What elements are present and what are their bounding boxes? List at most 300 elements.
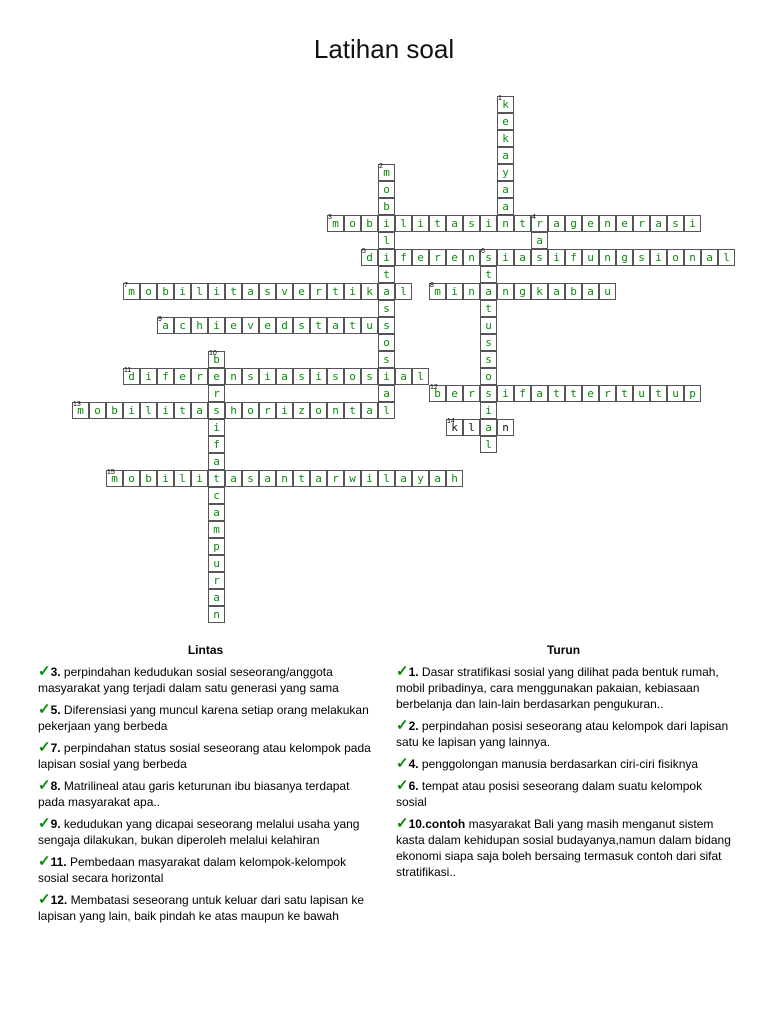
- cell-letter: u: [638, 387, 645, 400]
- grid-cell[interactable]: [599, 249, 616, 266]
- cell-letter: e: [230, 319, 237, 332]
- grid-cell[interactable]: [378, 181, 395, 198]
- grid-cell[interactable]: [225, 317, 242, 334]
- grid-cell[interactable]: [582, 385, 599, 402]
- grid-cell[interactable]: [531, 385, 548, 402]
- grid-cell[interactable]: [225, 470, 242, 487]
- cell-letter: i: [383, 251, 390, 264]
- grid-cell[interactable]: [548, 283, 565, 300]
- grid-cell[interactable]: [276, 283, 293, 300]
- grid-cell[interactable]: [701, 249, 718, 266]
- cell-letter: l: [468, 421, 475, 434]
- grid-cell[interactable]: [242, 317, 259, 334]
- clue-num: 11.: [50, 855, 67, 869]
- cell-letter: a: [247, 285, 254, 298]
- grid-cell[interactable]: [463, 283, 480, 300]
- cell-letter: o: [383, 336, 390, 349]
- grid-cell[interactable]: [293, 283, 310, 300]
- grid-cell[interactable]: [514, 283, 531, 300]
- grid-cell[interactable]: [718, 249, 735, 266]
- grid-cell[interactable]: [565, 249, 582, 266]
- cell-letter: g: [519, 285, 526, 298]
- cell-letter: e: [264, 319, 271, 332]
- clue-num: 4.: [408, 757, 419, 771]
- clue-number: 1: [498, 95, 502, 102]
- grid-cell[interactable]: [548, 249, 565, 266]
- grid-cell[interactable]: [395, 470, 412, 487]
- grid-cell[interactable]: [429, 385, 446, 402]
- grid-cell[interactable]: [208, 470, 225, 487]
- grid-cell[interactable]: [548, 215, 565, 232]
- grid-cell[interactable]: [225, 283, 242, 300]
- grid-cell[interactable]: [650, 385, 667, 402]
- cell-letter: a: [162, 319, 169, 332]
- grid-cell[interactable]: [480, 300, 497, 317]
- grid-cell[interactable]: [531, 232, 548, 249]
- grid-cell[interactable]: [395, 368, 412, 385]
- checkmark-icon: ✓: [38, 777, 51, 794]
- grid-cell[interactable]: [361, 470, 378, 487]
- grid-cell[interactable]: [208, 453, 225, 470]
- grid-cell[interactable]: [208, 317, 225, 334]
- grid-cell[interactable]: [582, 249, 599, 266]
- grid-cell[interactable]: [123, 283, 140, 300]
- grid-cell[interactable]: [123, 368, 140, 385]
- grid-cell[interactable]: [463, 249, 480, 266]
- grid-cell[interactable]: [497, 130, 514, 147]
- grid-cell[interactable]: [480, 249, 497, 266]
- grid-cell[interactable]: [684, 249, 701, 266]
- grid-cell[interactable]: [395, 283, 412, 300]
- grid-cell[interactable]: [361, 283, 378, 300]
- clue-text: Membatasi seseorang untuk keluar dari satu lapisan ke lapisan yang lain, baik pindah ke atas maupun ke bawah: [38, 893, 365, 923]
- grid-cell[interactable]: [276, 317, 293, 334]
- cell-letter: t: [298, 472, 305, 485]
- grid-cell[interactable]: [174, 402, 191, 419]
- grid-cell[interactable]: [684, 215, 701, 232]
- grid-cell[interactable]: [242, 402, 259, 419]
- cell-letter: o: [349, 370, 356, 383]
- grid-cell[interactable]: [293, 470, 310, 487]
- grid-cell[interactable]: [174, 317, 191, 334]
- grid-cell[interactable]: [429, 215, 446, 232]
- grid-cell[interactable]: [378, 300, 395, 317]
- grid-cell[interactable]: [208, 487, 225, 504]
- grid-cell[interactable]: [327, 470, 344, 487]
- grid-cell[interactable]: [208, 385, 225, 402]
- cell-letter: l: [179, 472, 186, 485]
- grid-cell[interactable]: [497, 249, 514, 266]
- grid-cell[interactable]: [242, 470, 259, 487]
- clue-number: 2: [379, 163, 383, 170]
- cell-letter: n: [689, 251, 696, 264]
- cell-letter: l: [196, 285, 203, 298]
- grid-cell[interactable]: [497, 198, 514, 215]
- grid-cell[interactable]: [378, 402, 395, 419]
- grid-cell[interactable]: [497, 283, 514, 300]
- grid-cell[interactable]: [633, 249, 650, 266]
- cell-letter: i: [502, 251, 509, 264]
- cell-letter: o: [672, 251, 679, 264]
- grid-cell[interactable]: [378, 249, 395, 266]
- grid-cell[interactable]: [157, 402, 174, 419]
- clue-num: 3.: [50, 665, 61, 679]
- clue-item: [396, 664, 731, 712]
- grid-cell[interactable]: [293, 368, 310, 385]
- grid-cell[interactable]: [208, 436, 225, 453]
- grid-cell[interactable]: [599, 283, 616, 300]
- grid-cell[interactable]: [208, 368, 225, 385]
- grid-cell[interactable]: [106, 402, 123, 419]
- cell-letter: p: [213, 540, 220, 553]
- cell-letter: b: [434, 387, 441, 400]
- cell-letter: o: [349, 217, 356, 230]
- grid-cell[interactable]: [429, 470, 446, 487]
- grid-cell[interactable]: [208, 402, 225, 419]
- grid-cell[interactable]: [684, 385, 701, 402]
- cell-letter: t: [315, 319, 322, 332]
- grid-cell[interactable]: [293, 317, 310, 334]
- grid-cell[interactable]: [174, 368, 191, 385]
- clue-item: [396, 756, 731, 772]
- grid-cell[interactable]: [225, 402, 242, 419]
- cell-letter: i: [213, 421, 220, 434]
- grid-cell[interactable]: [412, 470, 429, 487]
- grid-cell[interactable]: [361, 215, 378, 232]
- clue-item: [38, 854, 373, 886]
- grid-cell[interactable]: [361, 249, 378, 266]
- grid-cell[interactable]: [480, 402, 497, 419]
- grid-cell[interactable]: [378, 351, 395, 368]
- clue-number: 4: [532, 214, 536, 221]
- grid-cell[interactable]: [565, 283, 582, 300]
- cell-letter: t: [230, 285, 237, 298]
- grid-cell[interactable]: [497, 181, 514, 198]
- cell-letter: i: [689, 217, 696, 230]
- cell-letter: a: [502, 149, 509, 162]
- grid-cell[interactable]: [650, 249, 667, 266]
- grid-cell[interactable]: [599, 385, 616, 402]
- grid-cell[interactable]: [497, 164, 514, 181]
- grid-cell[interactable]: [208, 504, 225, 521]
- cell-letter: i: [179, 285, 186, 298]
- cell-letter: s: [298, 370, 305, 383]
- cell-letter: a: [553, 217, 560, 230]
- grid-cell[interactable]: [242, 368, 259, 385]
- grid-cell[interactable]: [191, 470, 208, 487]
- grid-cell[interactable]: [276, 402, 293, 419]
- grid-cell[interactable]: [514, 249, 531, 266]
- grid-cell[interactable]: [446, 215, 463, 232]
- cell-letter: a: [434, 472, 441, 485]
- grid-cell[interactable]: [208, 606, 225, 623]
- grid-cell[interactable]: [582, 283, 599, 300]
- grid-cell[interactable]: [293, 402, 310, 419]
- clue-num: 2.: [408, 719, 419, 733]
- cell-letter: o: [485, 370, 492, 383]
- grid-cell[interactable]: [514, 385, 531, 402]
- cell-letter: s: [485, 387, 492, 400]
- grid-cell[interactable]: [531, 249, 548, 266]
- grid-cell[interactable]: [327, 368, 344, 385]
- grid-cell[interactable]: [667, 215, 684, 232]
- grid-cell[interactable]: [327, 283, 344, 300]
- cell-letter: a: [366, 404, 373, 417]
- grid-cell[interactable]: [140, 470, 157, 487]
- grid-cell[interactable]: [378, 334, 395, 351]
- grid-cell[interactable]: [310, 402, 327, 419]
- clue-item: [38, 702, 373, 734]
- grid-cell[interactable]: [480, 334, 497, 351]
- grid-cell[interactable]: [565, 215, 582, 232]
- grid-cell[interactable]: [480, 351, 497, 368]
- grid-cell[interactable]: [208, 538, 225, 555]
- grid-cell[interactable]: [361, 368, 378, 385]
- grid-cell[interactable]: [463, 215, 480, 232]
- grid-cell[interactable]: [429, 283, 446, 300]
- grid-cell[interactable]: [310, 317, 327, 334]
- grid-cell[interactable]: [259, 368, 276, 385]
- grid-cell[interactable]: [72, 402, 89, 419]
- grid-cell[interactable]: [480, 385, 497, 402]
- grid-cell[interactable]: [446, 385, 463, 402]
- grid-cell[interactable]: [463, 385, 480, 402]
- cell-letter: t: [179, 404, 186, 417]
- grid-cell[interactable]: [378, 266, 395, 283]
- grid-cell[interactable]: [497, 113, 514, 130]
- grid-cell[interactable]: [174, 283, 191, 300]
- grid-cell[interactable]: [157, 283, 174, 300]
- cell-letter: o: [145, 285, 152, 298]
- grid-cell[interactable]: [633, 215, 650, 232]
- grid-cell[interactable]: [344, 368, 361, 385]
- cell-letter: v: [281, 285, 288, 298]
- grid-cell[interactable]: [191, 283, 208, 300]
- grid-cell[interactable]: [259, 402, 276, 419]
- grid-cell[interactable]: [497, 385, 514, 402]
- cell-letter: a: [213, 506, 220, 519]
- clue-number: 6: [481, 248, 485, 255]
- grid-cell[interactable]: [395, 249, 412, 266]
- grid-cell[interactable]: [633, 385, 650, 402]
- cell-letter: p: [689, 387, 696, 400]
- cell-letter: i: [502, 387, 509, 400]
- cell-letter: i: [162, 472, 169, 485]
- grid-cell[interactable]: [276, 368, 293, 385]
- cell-letter: i: [281, 404, 288, 417]
- clue-item: [38, 892, 373, 924]
- clue-number: 3: [328, 214, 332, 221]
- grid-cell[interactable]: [480, 419, 497, 436]
- grid-cell[interactable]: [310, 470, 327, 487]
- grid-cell[interactable]: [497, 419, 514, 436]
- cell-letter: a: [485, 421, 492, 434]
- grid-cell[interactable]: [429, 249, 446, 266]
- grid-cell[interactable]: [514, 215, 531, 232]
- grid-cell[interactable]: [582, 215, 599, 232]
- grid-cell[interactable]: [616, 385, 633, 402]
- grid-cell[interactable]: [548, 385, 565, 402]
- grid-cell[interactable]: [667, 385, 684, 402]
- grid-cell[interactable]: [378, 385, 395, 402]
- cell-letter: a: [536, 234, 543, 247]
- cell-letter: t: [213, 472, 220, 485]
- grid-cell[interactable]: [446, 470, 463, 487]
- grid-cell[interactable]: [412, 249, 429, 266]
- cell-letter: a: [519, 251, 526, 264]
- grid-cell[interactable]: [259, 317, 276, 334]
- cell-letter: a: [485, 285, 492, 298]
- cell-letter: r: [604, 387, 611, 400]
- grid-cell[interactable]: [225, 368, 242, 385]
- grid-cell[interactable]: [123, 402, 140, 419]
- grid-cell[interactable]: [208, 555, 225, 572]
- cell-letter: e: [502, 115, 509, 128]
- clue-text: kedudukan yang dicapai seseorang melalui usaha yang sengaja dilakukan, bukan diperoleh melalui kelahiran: [38, 817, 360, 847]
- grid-cell[interactable]: [259, 470, 276, 487]
- across-clue-list: [38, 664, 373, 930]
- grid-cell[interactable]: [327, 317, 344, 334]
- clue-text: penggolongan manusia berdasarkan ciri-ciri fisiknya: [418, 757, 699, 771]
- grid-cell[interactable]: [565, 385, 582, 402]
- grid-cell[interactable]: [140, 368, 157, 385]
- cell-letter: n: [230, 370, 237, 383]
- clue-text: perpindahan posisi seseorang atau kelompok dari lapisan satu ke lapisan yang lainnya.: [396, 719, 729, 749]
- grid-cell[interactable]: [446, 249, 463, 266]
- cell-letter: u: [587, 251, 594, 264]
- grid-cell[interactable]: [344, 317, 361, 334]
- grid-cell[interactable]: [123, 470, 140, 487]
- grid-cell[interactable]: [191, 317, 208, 334]
- grid-cell[interactable]: [378, 232, 395, 249]
- grid-cell[interactable]: [208, 521, 225, 538]
- grid-cell[interactable]: [310, 283, 327, 300]
- grid-cell[interactable]: [174, 470, 191, 487]
- cell-letter: b: [162, 285, 169, 298]
- cell-letter: e: [213, 370, 220, 383]
- cell-letter: i: [213, 319, 220, 332]
- clue-num: 6.: [408, 779, 419, 793]
- grid-cell[interactable]: [361, 317, 378, 334]
- cell-letter: m: [111, 472, 118, 485]
- cell-letter: e: [417, 251, 424, 264]
- grid-cell[interactable]: [208, 572, 225, 589]
- grid-cell[interactable]: [378, 317, 395, 334]
- grid-cell[interactable]: [344, 215, 361, 232]
- cell-letter: s: [383, 319, 390, 332]
- grid-cell[interactable]: [616, 215, 633, 232]
- grid-cell[interactable]: [480, 317, 497, 334]
- grid-cell[interactable]: [208, 283, 225, 300]
- cell-letter: r: [213, 574, 220, 587]
- cell-letter: s: [383, 353, 390, 366]
- cell-letter: e: [179, 370, 186, 383]
- grid-cell[interactable]: [344, 283, 361, 300]
- cell-letter: f: [162, 370, 169, 383]
- checkmark-icon: ✓: [396, 663, 409, 680]
- grid-cell[interactable]: [89, 402, 106, 419]
- cell-letter: t: [434, 217, 441, 230]
- clue-item: [396, 718, 731, 750]
- grid-cell[interactable]: [480, 266, 497, 283]
- grid-cell[interactable]: [667, 249, 684, 266]
- grid-cell[interactable]: [157, 470, 174, 487]
- grid-cell[interactable]: [344, 402, 361, 419]
- grid-cell[interactable]: [463, 419, 480, 436]
- grid-cell[interactable]: [327, 402, 344, 419]
- grid-cell[interactable]: [616, 249, 633, 266]
- cell-letter: i: [145, 370, 152, 383]
- grid-cell[interactable]: [531, 283, 548, 300]
- grid-cell[interactable]: [191, 402, 208, 419]
- cell-letter: i: [366, 472, 373, 485]
- grid-cell[interactable]: [395, 215, 412, 232]
- grid-cell[interactable]: [378, 215, 395, 232]
- grid-cell[interactable]: [208, 419, 225, 436]
- cell-letter: f: [519, 387, 526, 400]
- grid-cell[interactable]: [208, 351, 225, 368]
- grid-cell[interactable]: [157, 317, 174, 334]
- grid-cell[interactable]: [242, 283, 259, 300]
- grid-cell[interactable]: [412, 368, 429, 385]
- grid-cell[interactable]: [378, 198, 395, 215]
- grid-cell[interactable]: [497, 96, 514, 113]
- grid-cell[interactable]: [446, 283, 463, 300]
- grid-cell[interactable]: [497, 215, 514, 232]
- cell-letter: n: [604, 251, 611, 264]
- grid-cell[interactable]: [259, 283, 276, 300]
- grid-cell[interactable]: [106, 470, 123, 487]
- grid-cell[interactable]: [361, 402, 378, 419]
- grid-cell[interactable]: [446, 419, 463, 436]
- grid-cell[interactable]: [276, 470, 293, 487]
- page-title: Latihan soal: [313, 34, 455, 64]
- grid-cell[interactable]: [378, 368, 395, 385]
- down-header: Turun: [546, 643, 581, 657]
- grid-cell[interactable]: [480, 283, 497, 300]
- cell-letter: b: [570, 285, 577, 298]
- grid-cell[interactable]: [480, 215, 497, 232]
- cell-letter: g: [621, 251, 628, 264]
- grid-cell[interactable]: [378, 470, 395, 487]
- checkmark-icon: ✓: [396, 755, 409, 772]
- cell-letter: l: [723, 251, 730, 264]
- cell-letter: f: [213, 438, 220, 451]
- cell-letter: s: [247, 370, 254, 383]
- cell-letter: d: [128, 370, 135, 383]
- grid-cell[interactable]: [157, 368, 174, 385]
- grid-cell[interactable]: [327, 215, 344, 232]
- grid-cell[interactable]: [378, 164, 395, 181]
- grid-cell[interactable]: [412, 215, 429, 232]
- cell-letter: u: [366, 319, 373, 332]
- grid-cell[interactable]: [310, 368, 327, 385]
- grid-cell[interactable]: [378, 283, 395, 300]
- grid-cell[interactable]: [497, 147, 514, 164]
- cell-letter: k: [502, 132, 509, 145]
- grid-cell[interactable]: [531, 215, 548, 232]
- grid-cell[interactable]: [208, 589, 225, 606]
- grid-cell[interactable]: [191, 368, 208, 385]
- grid-cell[interactable]: [480, 368, 497, 385]
- grid-cell[interactable]: [650, 215, 667, 232]
- cell-letter: k: [366, 285, 373, 298]
- grid-cell[interactable]: [480, 436, 497, 453]
- grid-cell[interactable]: [140, 402, 157, 419]
- grid-cell[interactable]: [140, 283, 157, 300]
- grid-cell[interactable]: [344, 470, 361, 487]
- grid-cell[interactable]: [599, 215, 616, 232]
